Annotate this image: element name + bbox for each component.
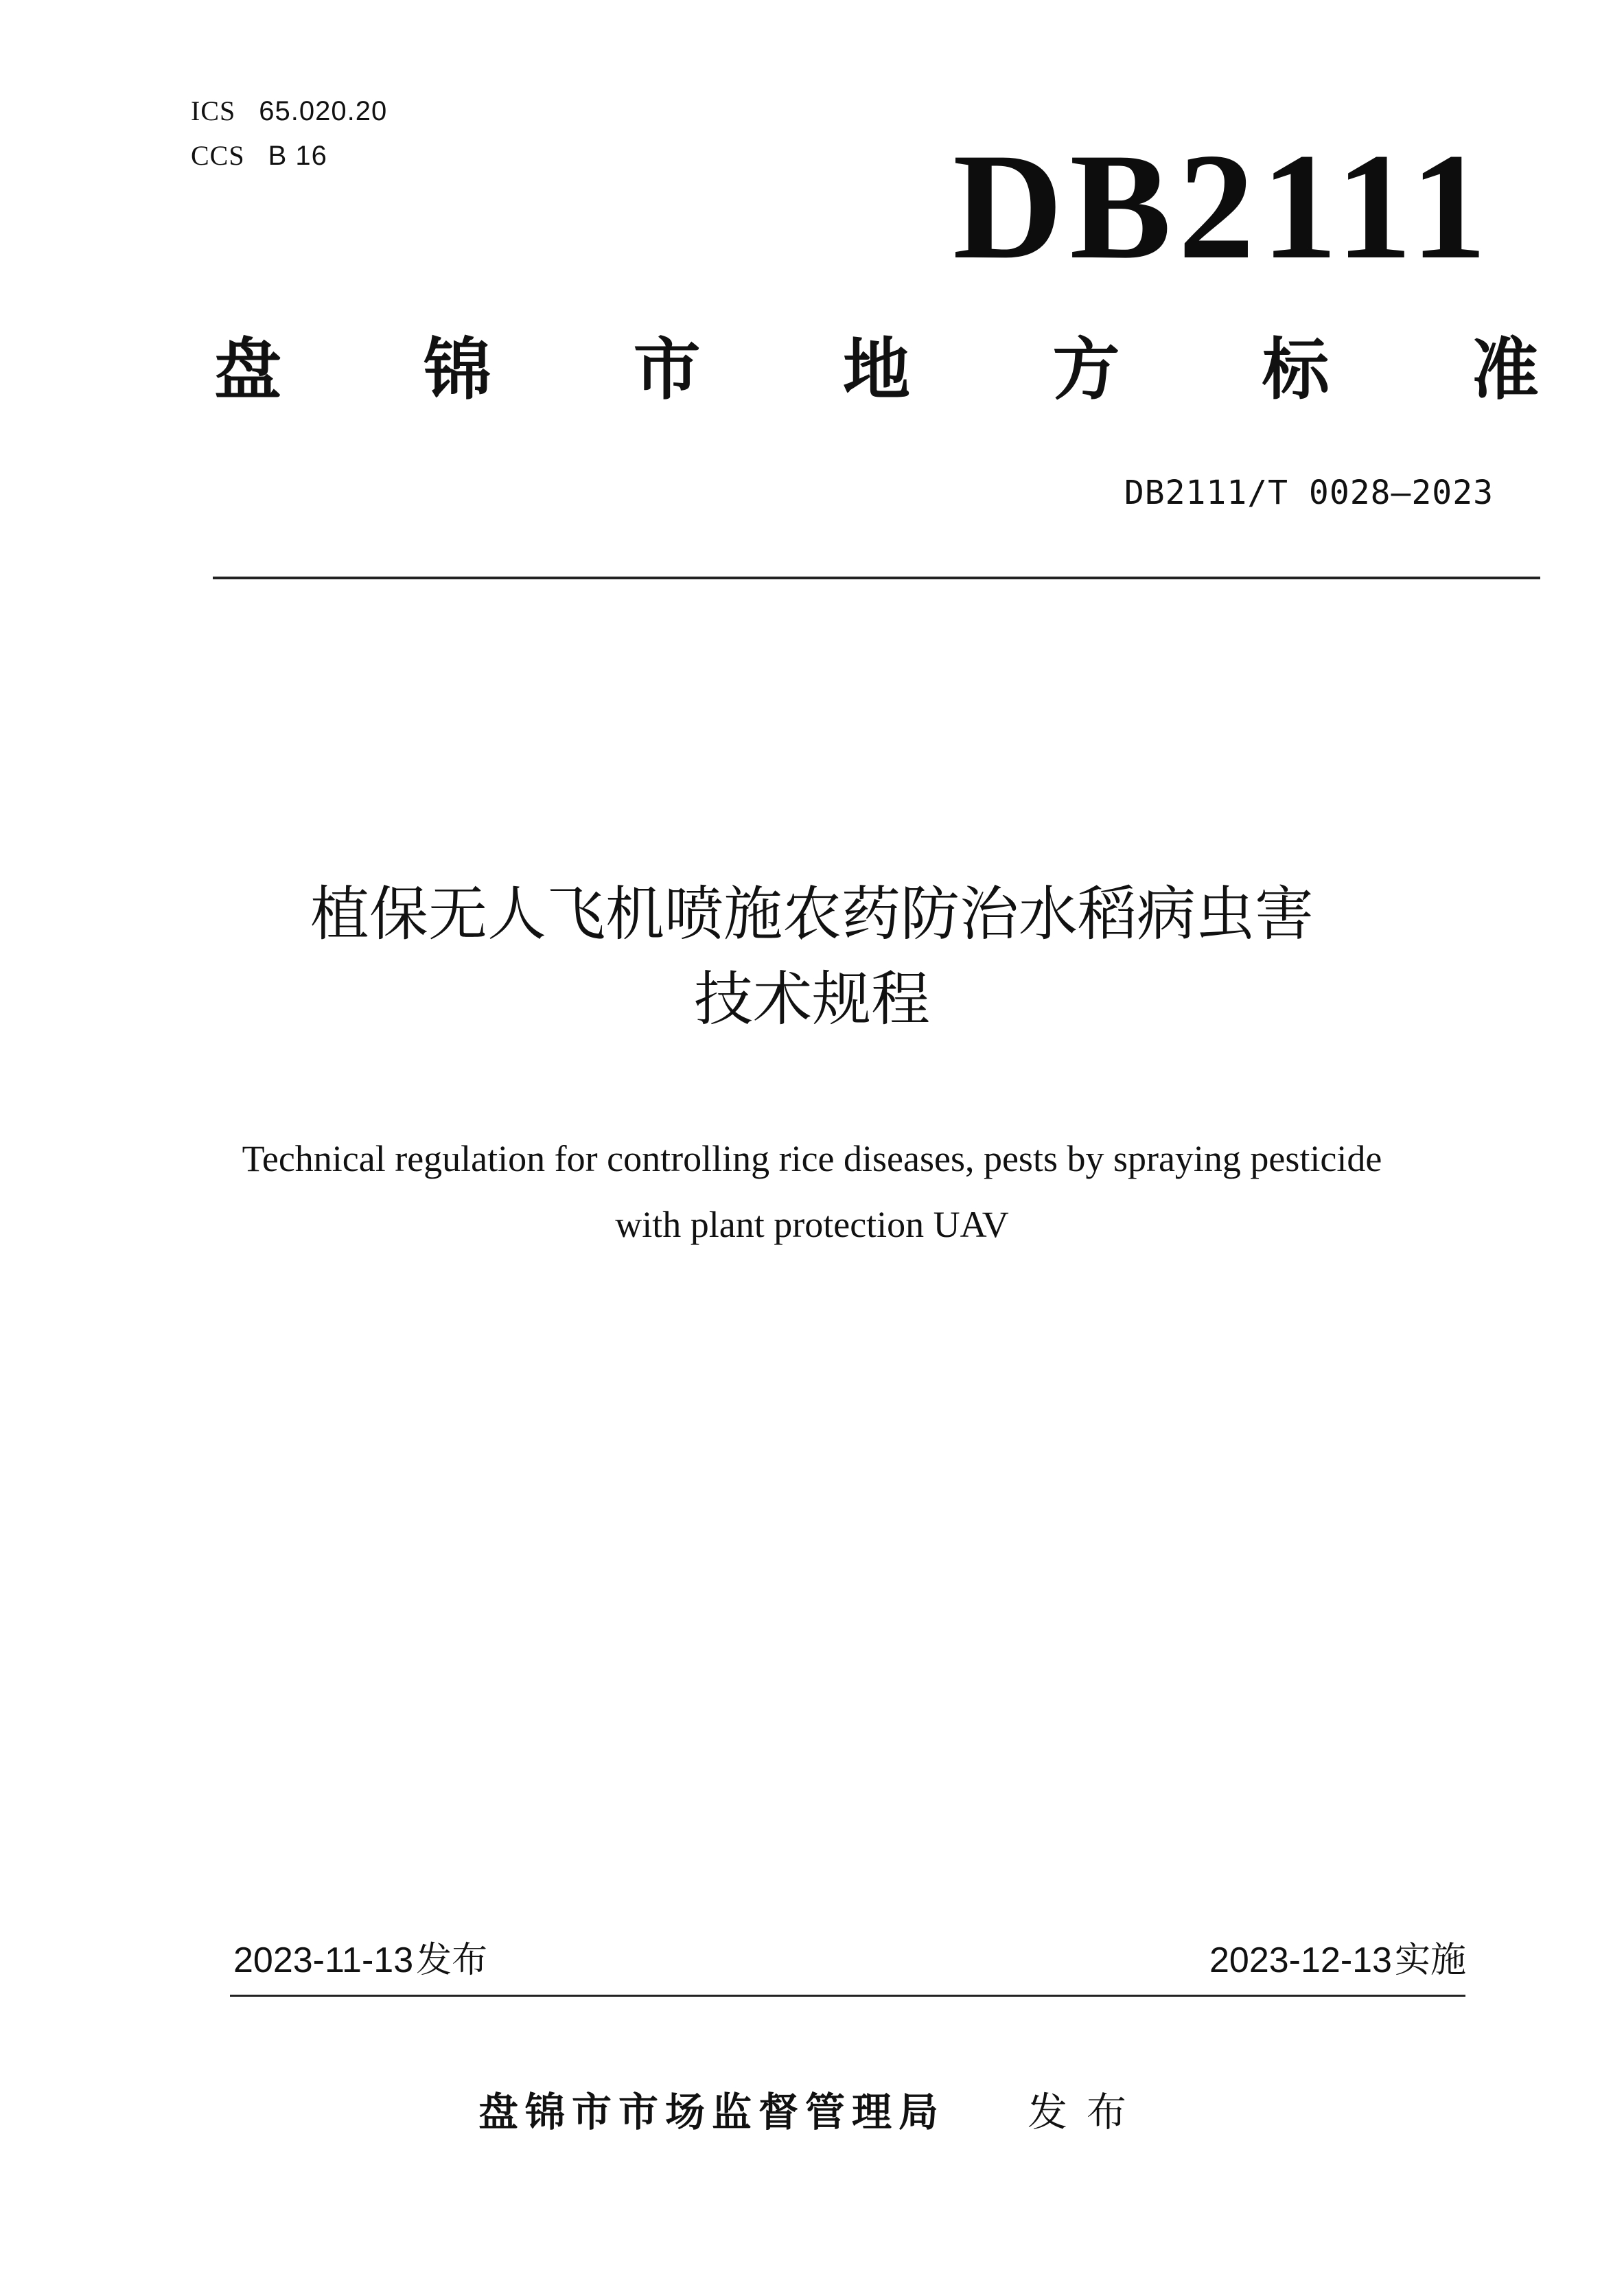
ccs-label: CCS bbox=[191, 140, 245, 171]
title-cn-line-2: 技术规程 bbox=[694, 965, 930, 1034]
standard-number: DB2111/T 0028—2023 bbox=[1124, 474, 1494, 512]
implement-date-value: 2023-12-13 bbox=[1209, 1940, 1392, 1980]
document-title-english bbox=[0, 1126, 1624, 1257]
standard-type-char: 市 bbox=[633, 330, 701, 409]
implement-date bbox=[1209, 1940, 1466, 1981]
document-title-chinese bbox=[0, 872, 1624, 1042]
ics-label: ICS bbox=[191, 95, 236, 126]
ccs-classification bbox=[191, 139, 327, 172]
issue-date-label: 发布 bbox=[416, 1940, 488, 1981]
issuer-organization: 盘锦市市场监督管理局 bbox=[478, 2089, 945, 2135]
issue-date bbox=[233, 1940, 488, 1981]
issuing-authority bbox=[0, 2089, 1624, 2135]
issue-date-value: 2023-11-13 bbox=[233, 1940, 414, 1980]
standard-type-char: 地 bbox=[842, 330, 910, 409]
standard-type-char: 标 bbox=[1262, 330, 1330, 409]
standard-type-char: 锦 bbox=[424, 330, 491, 409]
title-en-line-1: Technical regulation for controlling rice diseases, pests by spraying pesticide bbox=[242, 1138, 1382, 1179]
title-en-line-2: with plant protection UAV bbox=[615, 1204, 1009, 1245]
ics-classification bbox=[191, 95, 387, 127]
standard-type-char: 方 bbox=[1052, 330, 1120, 409]
implement-date-label: 实施 bbox=[1394, 1940, 1466, 1981]
ccs-code: B 16 bbox=[268, 141, 327, 171]
header-divider bbox=[213, 577, 1540, 579]
standard-code-logo: DB2111 bbox=[953, 122, 1494, 291]
standard-type-char: 盘 bbox=[214, 330, 282, 409]
issuer-action: 发布 bbox=[1028, 2089, 1146, 2135]
ics-code: 65.020.20 bbox=[259, 96, 388, 126]
footer-divider bbox=[230, 1995, 1465, 1997]
title-cn-line-1: 植保无人飞机喷施农药防治水稻病虫害 bbox=[310, 880, 1314, 949]
standard-type-char: 准 bbox=[1471, 330, 1539, 409]
standard-type-heading bbox=[214, 330, 1539, 409]
